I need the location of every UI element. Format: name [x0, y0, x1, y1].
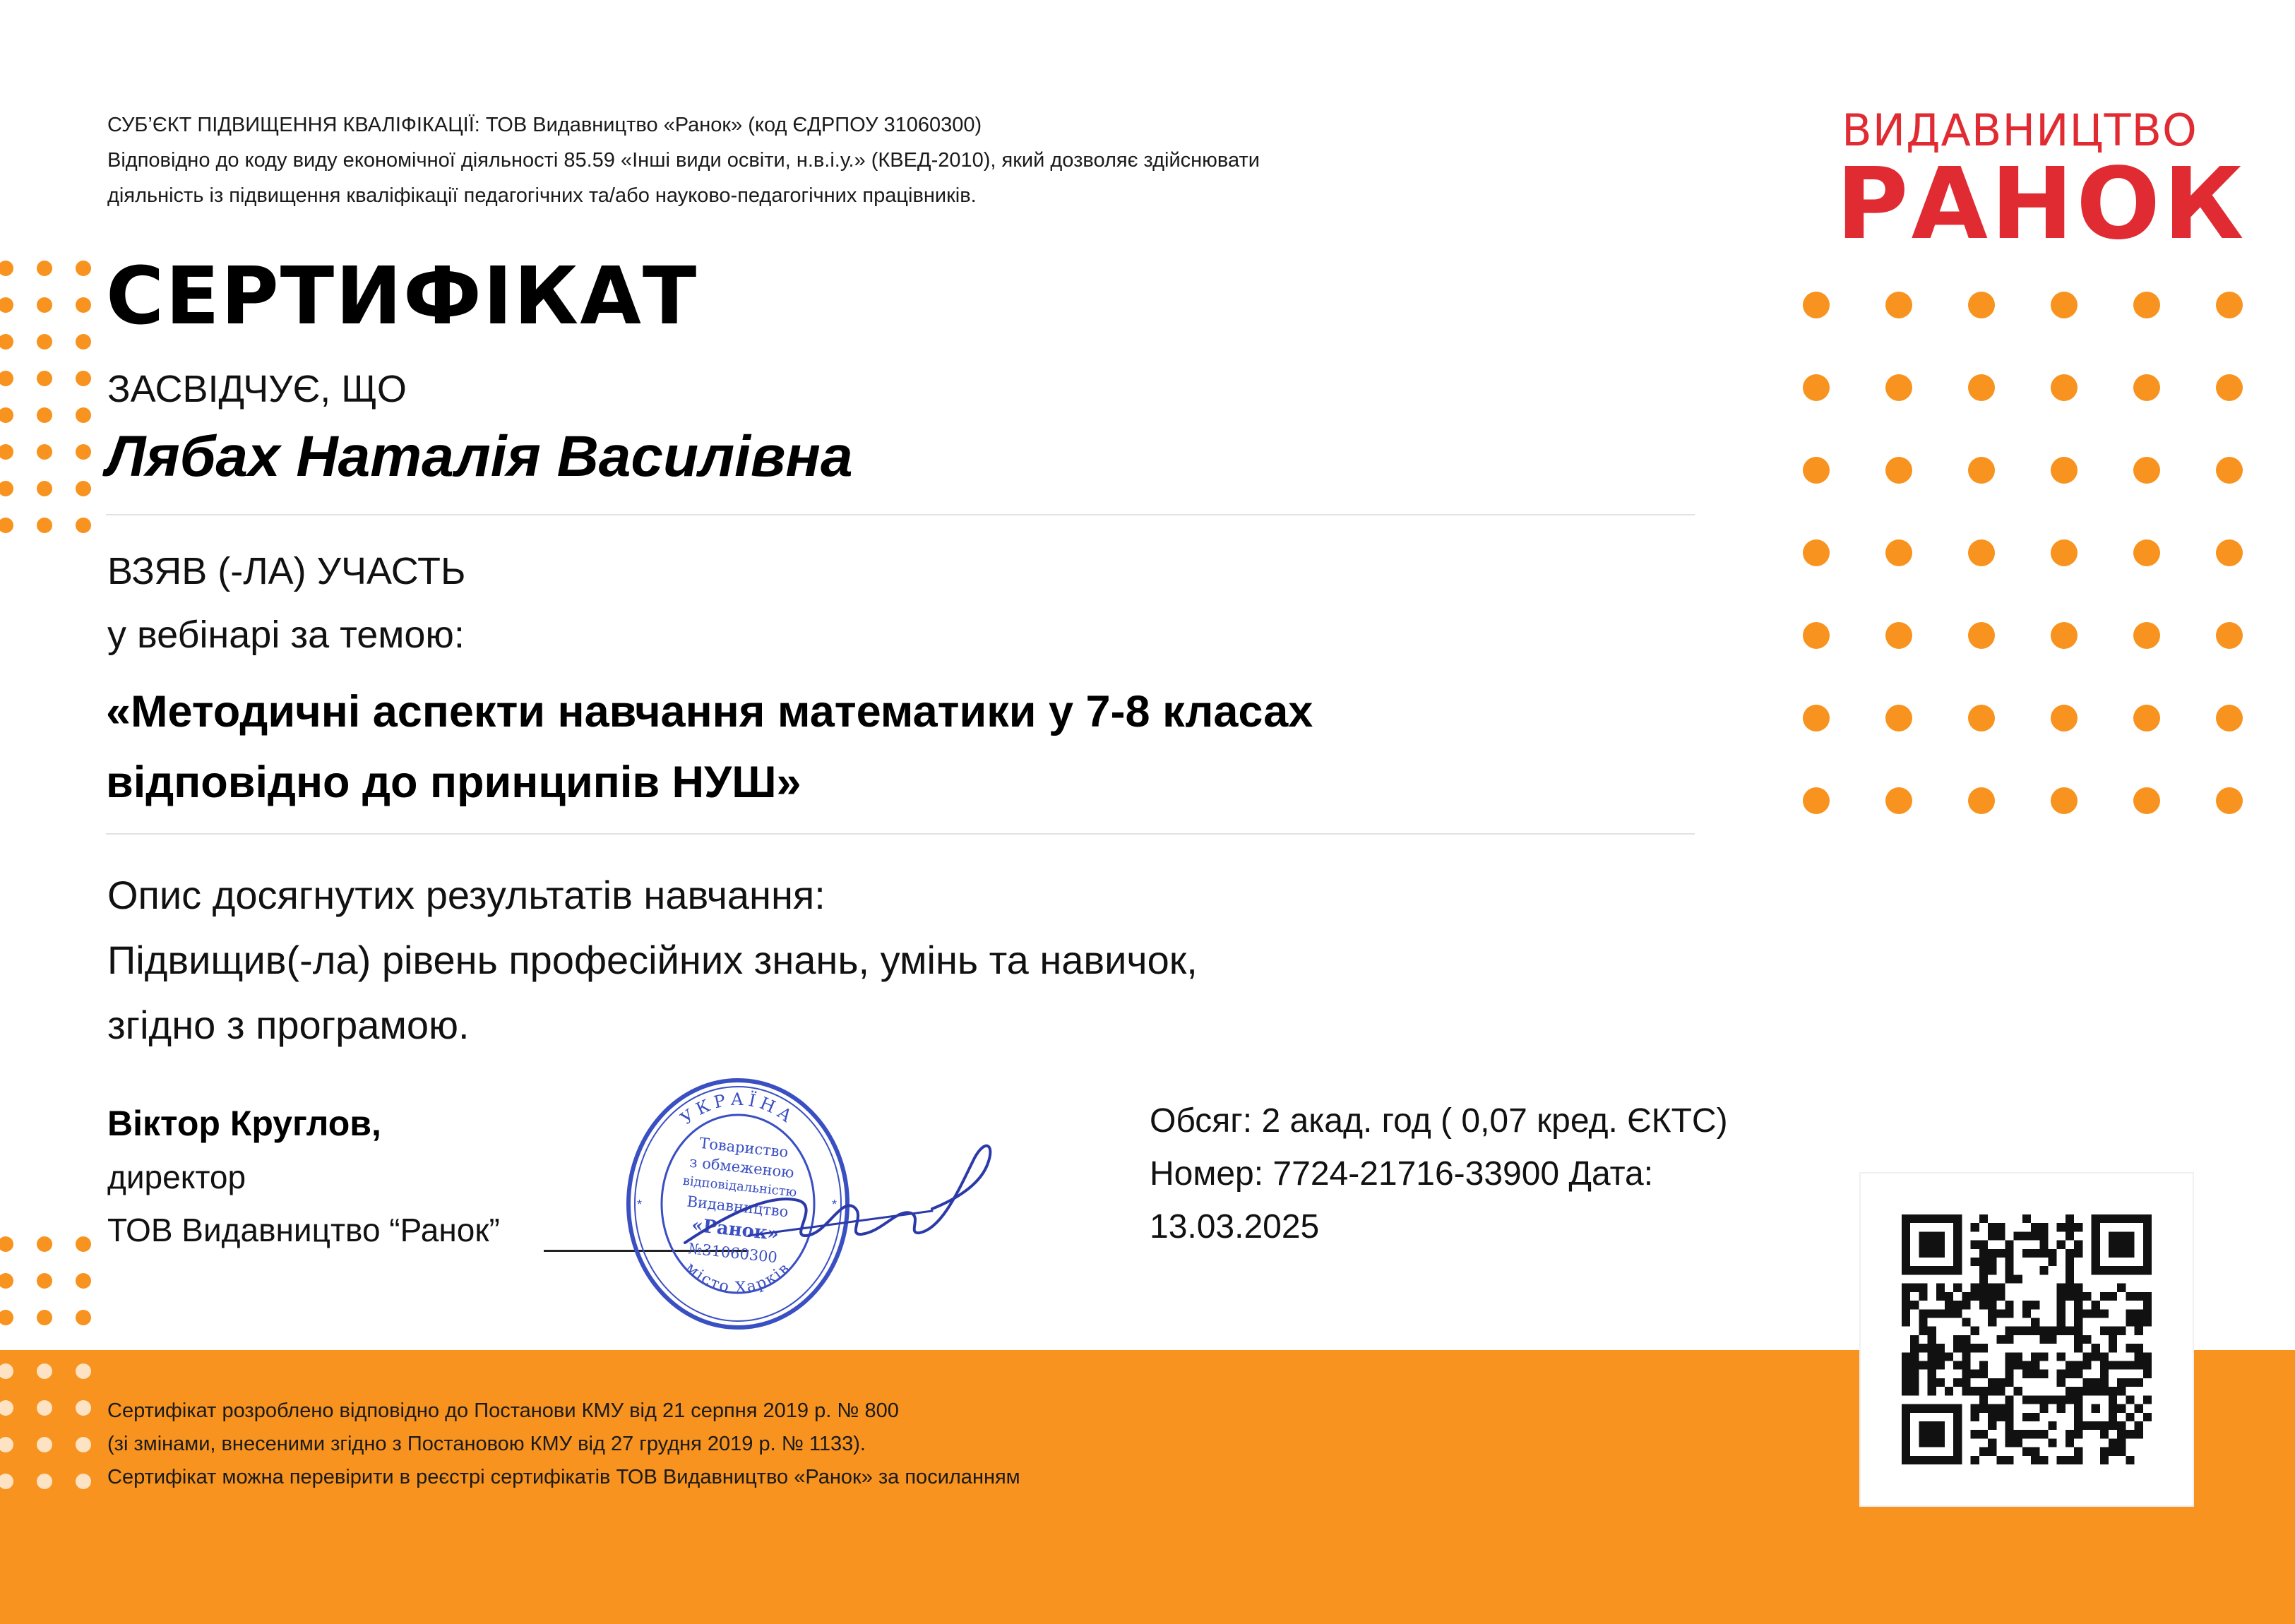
- svg-text:*: *: [637, 1198, 643, 1212]
- dot: [76, 261, 91, 276]
- dot: [2051, 457, 2078, 484]
- dot: [76, 1236, 91, 1252]
- dot: [76, 297, 91, 313]
- outcomes-line: Підвищив(-ла) рівень професійних знань, умінь та навичок,: [107, 938, 1198, 982]
- dot: [37, 444, 52, 460]
- legal-line: Сертифікат розроблено відповідно до Постанови КМУ від 21 серпня 2019 р. № 800: [107, 1399, 899, 1422]
- dot: [76, 1400, 91, 1416]
- dot: [0, 1236, 13, 1252]
- certificate-number: Номер: 7724-21716-33900 Дата:: [1150, 1155, 1654, 1193]
- stamp-country: УКРАЇНА: [676, 1089, 799, 1129]
- dot: [1803, 622, 1830, 649]
- dot: [37, 1437, 52, 1452]
- dot: [2051, 374, 2078, 401]
- stamp-line: Товариство: [698, 1134, 789, 1161]
- issuer-info-line: діяльність із підвищення кваліфікації педагогічних та/або науково-педагогічних працівників.: [107, 184, 977, 207]
- stamp-line: №31060300: [687, 1240, 778, 1267]
- dot: [0, 297, 13, 313]
- dot: [1803, 539, 1830, 566]
- dot: [37, 1236, 52, 1252]
- dot: [37, 407, 52, 423]
- dot: [2051, 622, 2078, 649]
- dot: [2051, 539, 2078, 566]
- dot: [1803, 374, 1830, 401]
- dot: [1968, 457, 1995, 484]
- dot: [2216, 622, 2243, 649]
- stamp-city: місто Харків: [681, 1259, 794, 1297]
- dot: [1803, 457, 1830, 484]
- dot: [2133, 539, 2160, 566]
- dot: [37, 518, 52, 533]
- stamp-line: Видавництво: [686, 1193, 789, 1221]
- dot: [1968, 705, 1995, 732]
- dot: [1968, 374, 1995, 401]
- dot: [1803, 787, 1830, 814]
- dot: [1885, 292, 1912, 318]
- dot: [1885, 787, 1912, 814]
- dot: [2216, 787, 2243, 814]
- dot: [1968, 292, 1995, 318]
- dot: [2216, 374, 2243, 401]
- dot: [2133, 292, 2160, 318]
- dot: [2216, 457, 2243, 484]
- dot: [1885, 457, 1912, 484]
- dot: [1885, 705, 1912, 732]
- certifies-label: ЗАСВІДЧУЄ, ЩО: [107, 368, 407, 410]
- divider: [106, 514, 1695, 515]
- svg-text:УКРАЇНА: [676, 1089, 799, 1129]
- dot: [76, 518, 91, 533]
- dot: [1968, 787, 1995, 814]
- dot: [0, 334, 13, 350]
- participation-label: ВЗЯВ (-ЛА) УЧАСТЬ: [107, 550, 466, 592]
- dot: [0, 518, 13, 533]
- handwritten-signature-icon: [664, 1130, 1017, 1285]
- dot: [0, 1273, 13, 1289]
- dot: [76, 1310, 91, 1325]
- dot: [2216, 292, 2243, 318]
- issuer-info-line: СУБ’ЄКТ ПІДВИЩЕННЯ КВАЛІФІКАЦІЇ: ТОВ Видавництво «Ранок» (код ЄДРПОУ 31060300): [107, 114, 982, 136]
- logo-line-1: ВИДАВНИЦТВО: [1842, 105, 2198, 156]
- dot: [76, 444, 91, 460]
- dot: [2051, 292, 2078, 318]
- qr-code-icon: [1902, 1214, 2152, 1464]
- signer-organization: ТОВ Видавництво “Ранок”: [107, 1212, 500, 1248]
- logo-line-2: РАНОК: [1836, 147, 2247, 262]
- divider: [106, 833, 1695, 835]
- dot: [2051, 787, 2078, 814]
- dot: [2133, 457, 2160, 484]
- webinar-topic-line: «Методичні аспекти навчання математики у 7-8 класах: [106, 687, 1313, 736]
- dot: [2216, 705, 2243, 732]
- dot: [2133, 622, 2160, 649]
- dot: [76, 334, 91, 350]
- dot: [37, 334, 52, 350]
- dot: [76, 371, 91, 386]
- dot: [37, 1474, 52, 1489]
- dot: [1885, 622, 1912, 649]
- dot: [37, 1310, 52, 1325]
- dot: [37, 1363, 52, 1379]
- dot: [76, 1363, 91, 1379]
- dot: [37, 371, 52, 386]
- dot: [37, 297, 52, 313]
- dot: [2133, 787, 2160, 814]
- dot: [2051, 705, 2078, 732]
- legal-line: Сертифікат можна перевірити в реєстрі сертифікатів ТОВ Видавництво «Ранок» за посиланням: [107, 1466, 1020, 1488]
- legal-notice: [107, 1395, 1020, 1494]
- dot: [1885, 374, 1912, 401]
- signer-name: Віктор Круглов,: [107, 1104, 381, 1143]
- dot: [37, 1273, 52, 1289]
- outcomes-line: згідно з програмою.: [107, 1003, 470, 1047]
- dot: [76, 481, 91, 496]
- dot: [1803, 705, 1830, 732]
- svg-text:*: *: [832, 1198, 837, 1212]
- certificate-title: СЕРТИФІКАТ: [106, 251, 698, 342]
- stamp-line: «Ранок»: [690, 1214, 780, 1246]
- dot: [37, 261, 52, 276]
- legal-line: (зі змінами, внесеними згідно з Постановою КМУ від 27 грудня 2019 р. № 1133).: [107, 1433, 866, 1455]
- certificate-date: 13.03.2025: [1150, 1208, 1320, 1246]
- outcomes-line: Опис досягнутих результатів навчання:: [107, 873, 825, 917]
- issuer-info: [107, 107, 1260, 213]
- course-volume: Обсяг: 2 акад. год ( 0,07 кред. ЄКТС): [1150, 1102, 1728, 1140]
- stamp-line: з обмеженою: [688, 1153, 795, 1181]
- recipient-name: Лябах Наталія Василівна: [106, 424, 853, 489]
- dot: [1968, 622, 1995, 649]
- dot: [0, 261, 13, 276]
- dot: [76, 1437, 91, 1452]
- webinar-topic-line: відповідно до принципів НУШ»: [106, 758, 801, 807]
- dot: [76, 1273, 91, 1289]
- dot: [76, 1474, 91, 1489]
- dot: [0, 407, 13, 423]
- dot: [2133, 374, 2160, 401]
- webinar-topic: [106, 676, 1589, 818]
- dot: [1885, 539, 1912, 566]
- dot: [1968, 539, 1995, 566]
- dot: [76, 407, 91, 423]
- issuer-info-line: Відповідно до коду виду економічної діяльності 85.59 «Інші види освіти, н.в.і.у.» (КВЕД-2010), який дозволяє здійснювати: [107, 149, 1260, 172]
- dot: [2216, 539, 2243, 566]
- publisher-logo: [1836, 105, 2247, 262]
- dot: [37, 481, 52, 496]
- dot: [2133, 705, 2160, 732]
- dot: [0, 444, 13, 460]
- learning-outcomes: [107, 863, 1198, 1058]
- dot: [37, 1400, 52, 1416]
- dot: [0, 371, 13, 386]
- webinar-intro: у вебінарі за темою:: [107, 614, 465, 656]
- qr-code[interactable]: [1861, 1174, 2193, 1505]
- dot: [1803, 292, 1830, 318]
- dot: [0, 481, 13, 496]
- stamp-line: відповідальністю: [681, 1173, 798, 1200]
- signer-position: директор: [107, 1159, 246, 1195]
- dot: [0, 1310, 13, 1325]
